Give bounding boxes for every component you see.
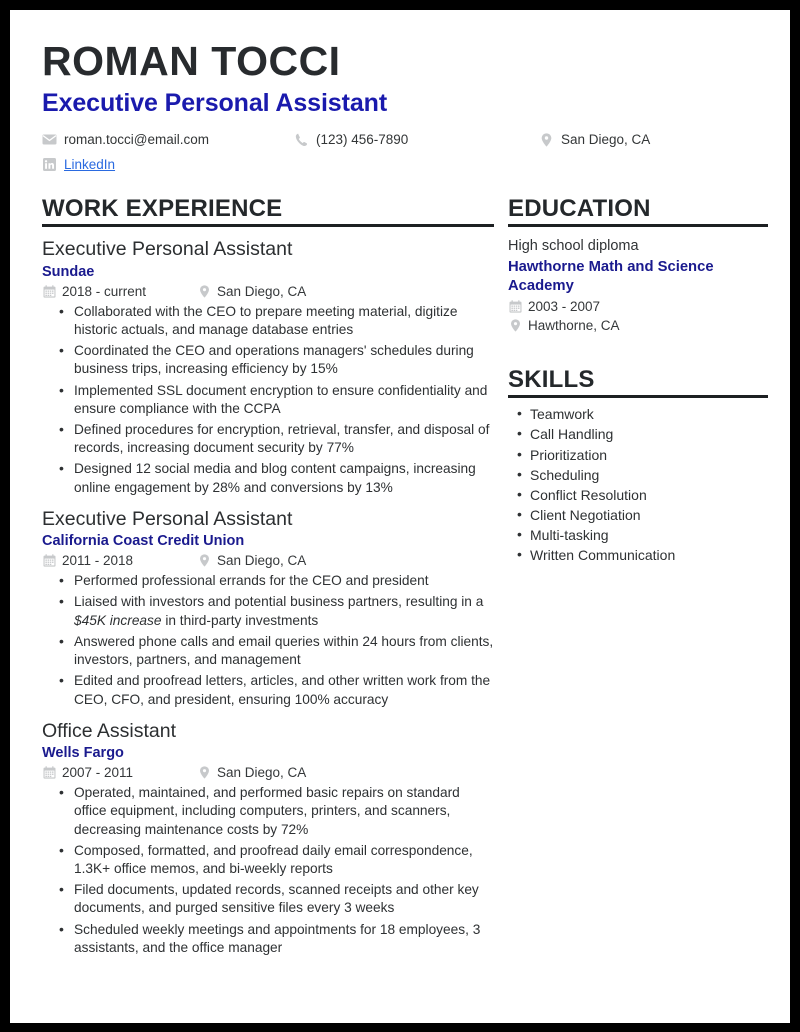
skills-section [508, 367, 768, 565]
job-dates [42, 765, 197, 780]
phone-icon [294, 133, 309, 147]
linkedin-icon [42, 158, 57, 172]
contact-phone[interactable] [294, 132, 408, 147]
job-bullets [42, 303, 494, 497]
job-title: Office Assistant [42, 719, 177, 742]
job-bullet: • Collaborated with the CEO to prepare meeting material, digitize historic actuals, and manage database entries [72, 303, 494, 339]
skills-list [508, 404, 768, 565]
bullet-emphasis: $45K increase [74, 612, 162, 628]
education-divider [508, 224, 768, 227]
job-bullet: • Scheduled weekly meetings and appointments for 18 employees, 3 assistants, and the office manager [72, 921, 494, 957]
map-pin-icon [197, 766, 211, 780]
skills-heading: SKILLS [508, 366, 595, 394]
job-entry [42, 238, 494, 497]
job-bullet: • Operated, maintained, and performed basic repairs on standard office equipment, including computers, printers, and scanners, decreasing maintenance costs by 72% [72, 784, 494, 839]
education-location [508, 318, 768, 333]
resume-page [10, 10, 790, 1023]
job-dates [42, 284, 197, 299]
contact-location [539, 132, 650, 147]
skills-divider [508, 395, 768, 398]
calendar-icon [42, 554, 56, 568]
linkedin-link-text[interactable]: LinkedIn [64, 157, 116, 173]
skill-item: • Prioritization [530, 445, 768, 465]
skill-item: • Teamwork [530, 404, 768, 424]
skill-item: • Conflict Resolution [530, 485, 768, 505]
job-meta [42, 553, 494, 568]
contact-location-text: San Diego, CA [561, 132, 651, 148]
job-bullet: • Answered phone calls and email queries within 24 hours from clients, investors, partners, and management [72, 633, 494, 669]
job-dates-text: 2011 - 2018 [62, 553, 134, 569]
envelope-icon [42, 133, 57, 147]
job-company: Sundae [42, 263, 95, 280]
map-pin-icon [539, 133, 554, 147]
calendar-icon [42, 766, 56, 780]
contact-email-text: roman.tocci@email.com [64, 132, 209, 148]
left-column [42, 196, 494, 960]
job-bullet: • Composed, formatted, and proofread daily email correspondence, 1.3K+ office memos, and bi-weekly reports [72, 842, 494, 878]
job-bullet: • Liaised with investors and potential business partners, resulting in a $45K increase in third-party investments [72, 593, 494, 629]
right-column [508, 196, 768, 960]
job-bullet: • Defined procedures for encryption, retrieval, transfer, and disposal of records, increasing document security by 77% [72, 421, 494, 457]
candidate-headline: Executive Personal Assistant [42, 89, 388, 118]
job-bullet: • Designed 12 social media and blog content campaigns, increasing online engagement by 28% and conversions by 13% [72, 460, 494, 496]
education-heading: EDUCATION [508, 195, 651, 223]
job-title: Executive Personal Assistant [42, 238, 293, 261]
work-experience-heading: WORK EXPERIENCE [42, 195, 283, 223]
map-pin-icon [197, 284, 211, 298]
contact-linkedin[interactable] [42, 157, 115, 172]
skill-item: • Multi-tasking [530, 525, 768, 545]
skill-item: • Call Handling [530, 424, 768, 444]
contact-phone-text: (123) 456-7890 [316, 132, 409, 148]
resume-header [32, 40, 768, 184]
job-bullets [42, 784, 494, 957]
job-entry [42, 508, 494, 709]
job-location-text: San Diego, CA [217, 765, 307, 781]
job-title: Executive Personal Assistant [42, 507, 293, 530]
job-bullet: • Edited and proofread letters, articles, and other written work from the CEO, CFO, and president, ensuring 100% accuracy [72, 672, 494, 708]
job-dates [42, 553, 197, 568]
work-experience-divider [42, 224, 494, 227]
job-dates-text: 2007 - 2011 [62, 765, 134, 781]
job-entry [42, 720, 494, 957]
education-dates-text: 2003 - 2007 [528, 299, 601, 315]
job-dates-text: 2018 - current [62, 283, 147, 299]
education-school: Hawthorne Math and Science Academy [508, 259, 714, 294]
map-pin-icon [197, 554, 211, 568]
contact-info [42, 132, 768, 184]
education-location-text: Hawthorne, CA [528, 318, 620, 334]
job-bullet: • Coordinated the CEO and operations managers' schedules during business trips, increasing efficiency by 15% [72, 342, 494, 378]
job-bullets [42, 572, 494, 709]
job-company: California Coast Credit Union [42, 533, 245, 550]
education-entry [508, 237, 768, 333]
job-bullet: • Performed professional errands for the CEO and president [72, 572, 494, 590]
education-dates [508, 299, 768, 314]
job-location-text: San Diego, CA [217, 553, 307, 569]
skill-item: • Client Negotiation [530, 505, 768, 525]
job-bullet: • Implemented SSL document encryption to ensure confidentiality and ensure compliance with the CCPA [72, 382, 494, 418]
contact-email[interactable] [42, 132, 209, 147]
job-location [197, 765, 306, 780]
job-location-text: San Diego, CA [217, 283, 307, 299]
skill-item: • Written Communication [530, 545, 768, 565]
calendar-icon [42, 284, 56, 298]
candidate-name: ROMAN TOCCI [42, 38, 341, 84]
job-bullet: • Filed documents, updated records, scanned receipts and other key documents, and purged sensitive files every 3 weeks [72, 881, 494, 917]
job-meta [42, 765, 494, 780]
map-pin-icon [508, 319, 522, 333]
job-location [197, 284, 306, 299]
skill-item: • Scheduling [530, 465, 768, 485]
job-location [197, 553, 306, 568]
job-meta [42, 284, 494, 299]
resume-body [32, 196, 768, 960]
calendar-icon [508, 300, 522, 314]
job-company: Wells Fargo [42, 745, 124, 762]
education-degree: High school diploma [508, 238, 639, 255]
